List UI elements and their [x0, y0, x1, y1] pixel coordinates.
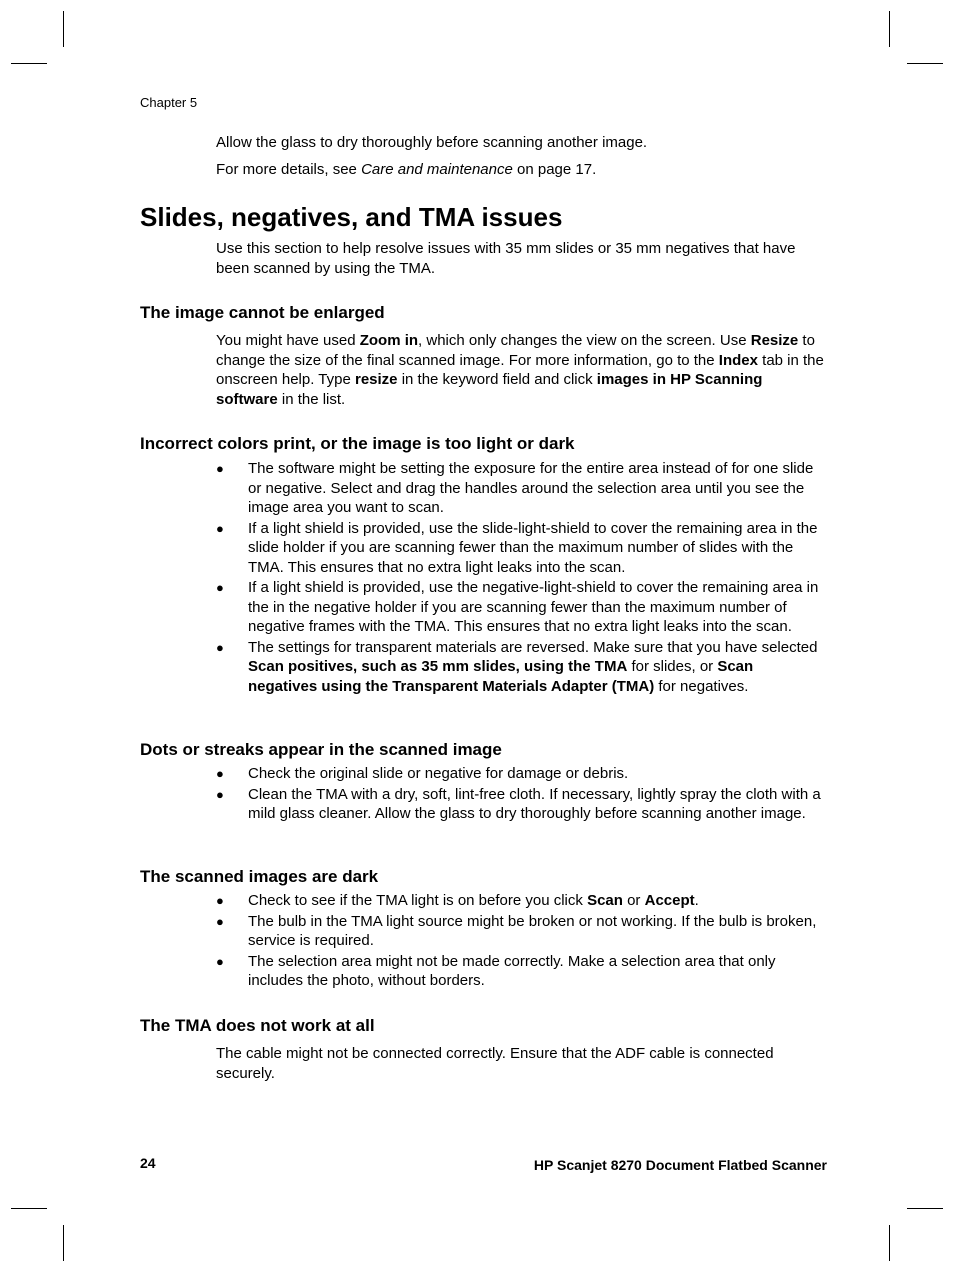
text: , which only changes the view on the screen. Use — [418, 332, 751, 349]
bold-term: Scan — [587, 892, 623, 909]
text: You might have used — [216, 332, 360, 349]
list-item — [216, 785, 826, 824]
text: Check to see if the TMA light is on before you click — [248, 892, 588, 909]
text: in the list. — [277, 390, 346, 408]
text: . — [694, 892, 699, 909]
bold-term: Index — [718, 351, 758, 369]
list-item — [216, 912, 826, 951]
list-item — [216, 638, 826, 697]
bullet-icon: ● — [216, 520, 224, 536]
heading-enlarge: The image cannot be enlarged — [140, 303, 385, 322]
text: The settings for transparent materials are reversed. Make sure that you have selected — [248, 638, 818, 656]
crop-mark — [63, 1225, 64, 1261]
section-title: Slides, negatives, and TMA issues — [140, 202, 563, 232]
bold-term: Scan negatives using the Transparent Materials Adapter (TMA) — [248, 658, 754, 695]
page-number: 24 — [140, 1155, 156, 1171]
crop-mark — [889, 11, 890, 47]
bullet-icon: ● — [216, 893, 224, 908]
crop-mark — [11, 63, 47, 64]
bold-term: Resize — [750, 332, 799, 349]
heading-dark: The scanned images are dark — [140, 867, 379, 886]
intro-line-2 — [216, 160, 826, 180]
dots-list — [216, 764, 826, 825]
bullet-icon: ● — [216, 639, 224, 655]
bullet-icon: ● — [216, 953, 224, 969]
text: The software might be setting the exposure for the entire area instead of for one slide or negative. Select and drag the handles around the selection area until you see the image area you want to scan. — [248, 460, 814, 516]
bullet-icon: ● — [216, 913, 224, 929]
enlarge-paragraph — [216, 331, 826, 409]
text: The selection area might not be made correctly. Make a selection area that only includes the photo, without borders. — [248, 952, 776, 989]
chapter-header: Chapter 5 — [140, 95, 198, 110]
crop-mark — [907, 1208, 943, 1209]
list-item — [216, 519, 826, 578]
text: Clean the TMA with a dry, soft, lint-free cloth. If necessary, lightly spray the cloth with a mild glass cleaner. Allow the glass to dry thoroughly before scanning another image. — [248, 785, 821, 822]
text: tab in the onscreen help. Type — [216, 351, 824, 388]
list-item — [216, 952, 826, 991]
bold-term: Zoom in — [359, 332, 419, 349]
care-maintenance-reference: Care and maintenance — [361, 161, 513, 178]
bullet-icon: ● — [216, 461, 224, 476]
text: to change the size of the final scanned image. For more information, go to the — [216, 332, 815, 369]
bullet-icon: ● — [216, 786, 224, 802]
tma-paragraph: The cable might not be connected correctly. Ensure that the ADF cable is connected securely. — [216, 1045, 774, 1082]
bold-term: resize — [354, 371, 398, 388]
colors-list — [216, 459, 826, 697]
text: on page 17. — [512, 161, 597, 178]
heading-colors: Incorrect colors print, or the image is too light or dark — [140, 434, 575, 453]
text: Check the original slide or negative for damage or debris. — [248, 765, 629, 782]
list-item — [216, 764, 826, 784]
footer-title: HP Scanjet 8270 Document Flatbed Scanner — [533, 1157, 827, 1173]
bold-term: images in HP Scanning software — [216, 371, 763, 408]
text: for negatives. — [654, 677, 749, 695]
text: If a light shield is provided, use the negative-light-shield to cover the remaining area in the in the negative holder if you are scanning fewer than the maximum number of negative frames with the TMA. This ensures that no extra light leaks into the scan. — [248, 579, 819, 635]
heading-dots: Dots or streaks appear in the scanned image — [140, 740, 502, 759]
bullet-icon: ● — [216, 580, 224, 595]
text: For more details, see — [216, 161, 362, 178]
text: If a light shield is provided, use the slide-light-shield to cover the remaining area in the slide holder if you are scanning fewer than the maximum number of slides with the TMA. This ensures that no extra light leaks into the scan. — [248, 519, 818, 576]
crop-mark — [63, 11, 64, 47]
heading-tma: The TMA does not work at all — [140, 1016, 375, 1035]
list-item — [216, 578, 826, 637]
crop-mark — [11, 1208, 47, 1209]
list-item — [216, 459, 826, 518]
text: The bulb in the TMA light source might be broken or not working. If the bulb is broken, service is required. — [248, 912, 817, 949]
bold-term: Scan positives, such as 35 mm slides, using the TMA — [248, 658, 628, 675]
dark-list — [216, 891, 826, 992]
text: in the keyword field and click — [397, 371, 597, 388]
crop-mark — [907, 63, 943, 64]
crop-mark — [889, 1225, 890, 1261]
bold-term: Accept — [644, 892, 695, 909]
list-item — [216, 891, 826, 911]
section-intro: Use this section to help resolve issues with 35 mm slides or 35 mm negatives that have been scanned by using the TMA. — [216, 240, 796, 277]
bullet-icon: ● — [216, 766, 224, 781]
text: or — [622, 892, 645, 909]
text: for slides, or — [627, 658, 718, 675]
intro-line-1: Allow the glass to dry thoroughly before scanning another image. — [216, 134, 648, 151]
